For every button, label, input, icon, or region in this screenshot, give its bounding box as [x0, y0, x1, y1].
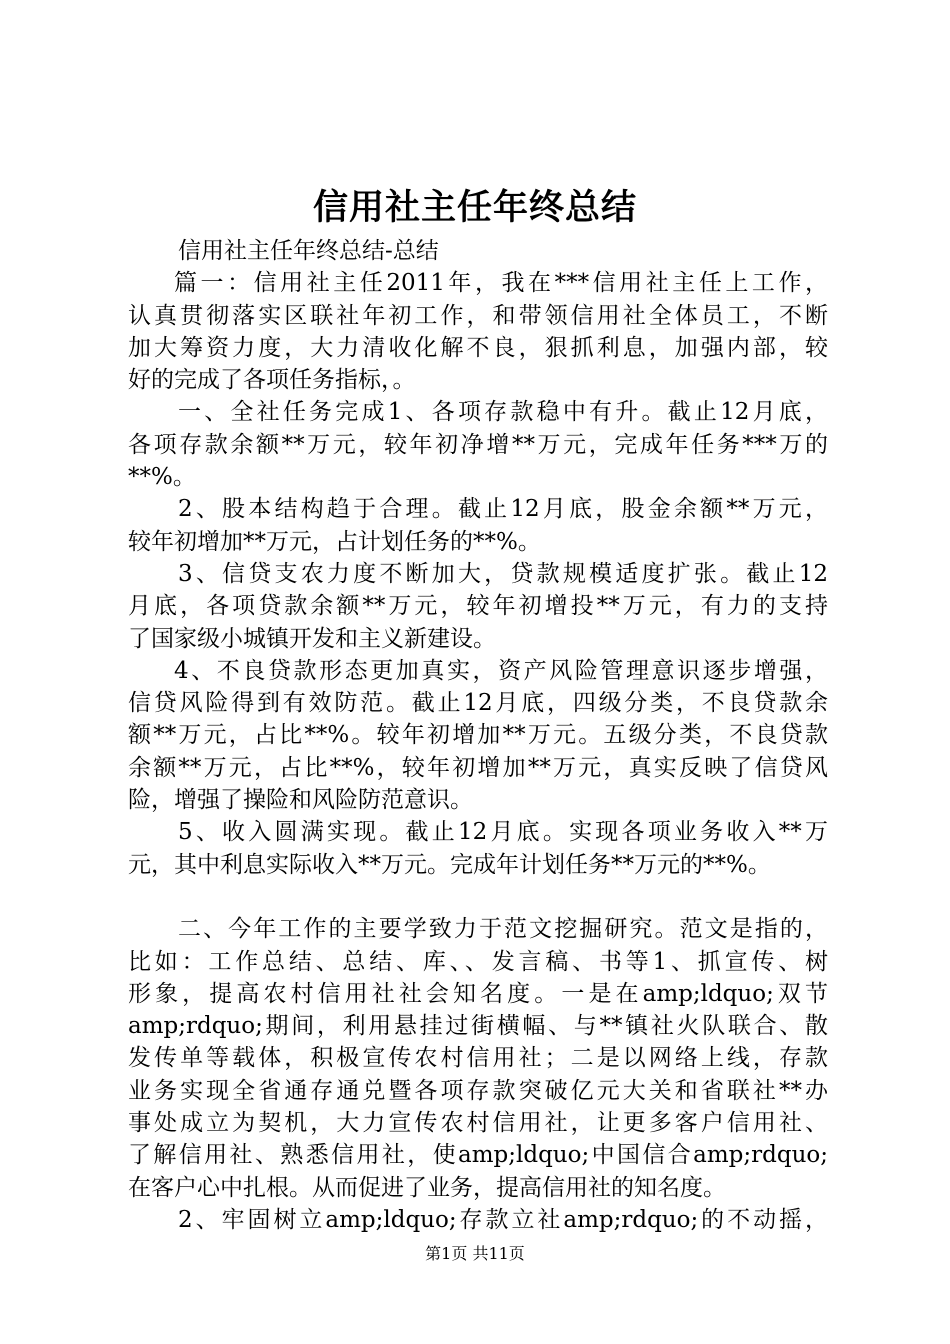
paragraph-line: 信贷风险得到有效防范。截止12月底，四级分类，不良贷款余: [128, 690, 828, 717]
paragraph-line: 篇一：信用社主任2011年，我在***信用社主任上工作，: [174, 270, 828, 297]
document-body: [128, 235, 828, 1236]
paragraph-line: 事处成立为契机，大力宣传农村信用社，让更多客户信用社、: [128, 1110, 828, 1137]
document-title: 信用社主任年终总结: [312, 188, 637, 228]
paragraph-line: 2、牢固树立amp;ldquo;存款立社amp;rdquo;的不动摇，: [178, 1206, 828, 1233]
paragraph-line: 了解信用社、熟悉信用社，使amp;ldquo;中国信合amp;rdquo;: [128, 1142, 828, 1169]
paragraph-line: 险，增强了操险和风险防范意识。: [128, 787, 473, 814]
paragraph-spacer: [128, 881, 828, 913]
paragraph-line: 发传单等载体，积极宣传农村信用社；二是以网络上线，存款: [128, 1045, 828, 1072]
paragraph-line: 月底，各项贷款余额**万元，较年初增投**万元，有力的支持: [128, 593, 828, 620]
page-footer: 第1页 共11页: [425, 1244, 525, 1263]
paragraph-line: 2、股本结构趋于合理。截止12月底，股金余额**万元，: [178, 496, 828, 523]
paragraph-line: 好的完成了各项任务指标，。: [128, 367, 416, 394]
paragraph-line: 在客户心中扎根。从而促进了业务，提高信用社的知名度。: [128, 1174, 726, 1201]
paragraph-line: 二、今年工作的主要学致力于范文挖掘研究。范文是指的，: [178, 916, 828, 943]
paragraph-line: **%。: [128, 464, 196, 491]
paragraph-line: 5、收入圆满实现。截止12月底。实现各项业务收入**万: [178, 819, 828, 846]
paragraph-line: 加大筹资力度，大力清收化解不良，狠抓利息，加强内部，较: [128, 334, 828, 361]
paragraph-line: 3、信贷支农力度不断加大，贷款规模适度扩张。截止12: [178, 560, 828, 587]
paragraph-line: 认真贯彻落实区联社年初工作，和带领信用社全体员工，不断: [128, 302, 828, 329]
subtitle-line: 信用社主任年终总结-总结: [178, 238, 439, 264]
paragraph-line: amp;rdquo;期间，利用悬挂过街横幅、与**镇社火队联合、散: [128, 1013, 828, 1040]
paragraph-line: 额**万元，占比**%。较年初增加**万元。五级分类，不良贷款: [128, 722, 828, 749]
paragraph-line: 一、全社任务完成1、各项存款稳中有升。截止12月底，: [178, 399, 828, 426]
paragraph-line: 各项存款余额**万元，较年初净增**万元，完成年任务***万的: [128, 431, 828, 458]
paragraph-line: 了国家级小城镇开发和主义新建设。: [128, 625, 496, 652]
paragraph-line: 形象，提高农村信用社社会知名度。一是在amp;ldquo;双节: [128, 980, 828, 1007]
paragraph-line: 业务实现全省通存通兑暨各项存款突破亿元大关和省联社**办: [128, 1077, 828, 1104]
paragraph-line: 4、不良贷款形态更加真实，资产风险管理意识逐步增强，: [174, 657, 828, 684]
paragraph-line: 余额**万元，占比**%，较年初增加**万元，真实反映了信贷风: [128, 754, 828, 781]
paragraph-line: 元，其中利息实际收入**万元。完成年计划任务**万元的**%。: [128, 851, 771, 878]
paragraph-line: 较年初增加**万元，占计划任务的**%。: [128, 528, 541, 555]
paragraph-line: 比如：工作总结、总结、库、、发言稿、书等1、抓宣传、树: [128, 948, 828, 975]
